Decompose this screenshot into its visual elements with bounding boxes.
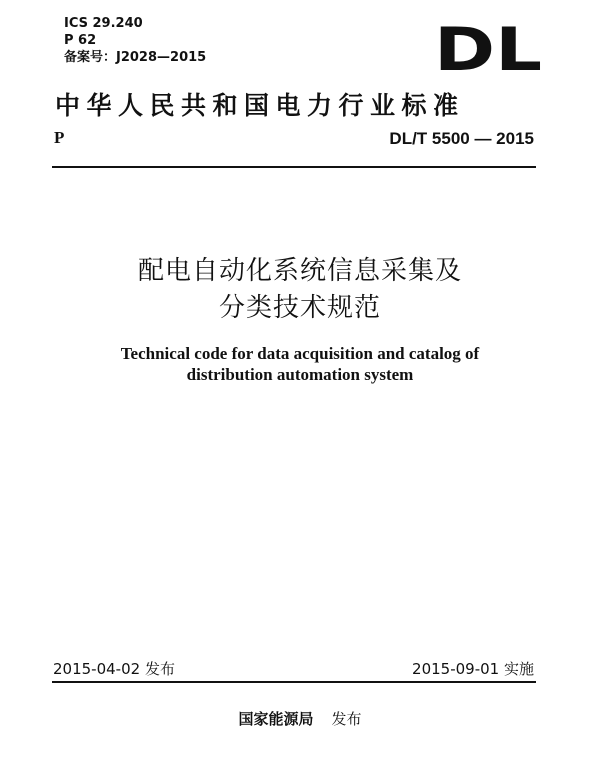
ics-code: ICS 29.240: [64, 16, 143, 31]
issue-date: 2015-04-02 发布: [53, 660, 175, 678]
classification-codes: [64, 15, 206, 66]
publisher: [0, 708, 600, 729]
dl-logo-text: DL: [434, 24, 542, 72]
filing-number: 备案号：J2028—2015: [64, 50, 207, 65]
standard-name: 中华人民共和国电力行业标准: [55, 91, 465, 120]
title-en-line1: Technical code for data acquisition and catalog of: [120, 344, 480, 363]
title-en-line2: distribution automation system: [186, 365, 414, 384]
publisher-org: 国家能源局: [238, 710, 314, 728]
title-cn-line2: 分类技术规范: [218, 293, 381, 323]
standard-number: DL/T 5500 — 2015: [389, 129, 534, 148]
implementation-date: 2015-09-01 实施: [412, 660, 534, 678]
footer-rule: [52, 681, 536, 683]
dl-logo: [433, 24, 543, 72]
publisher-action: 发布: [331, 710, 362, 728]
standard-class-letter: P: [54, 128, 65, 147]
title-cn-line1: 配电自动化系统信息采集及: [137, 256, 462, 286]
header-rule: [52, 166, 536, 168]
ccs-code: P 62: [64, 33, 97, 48]
